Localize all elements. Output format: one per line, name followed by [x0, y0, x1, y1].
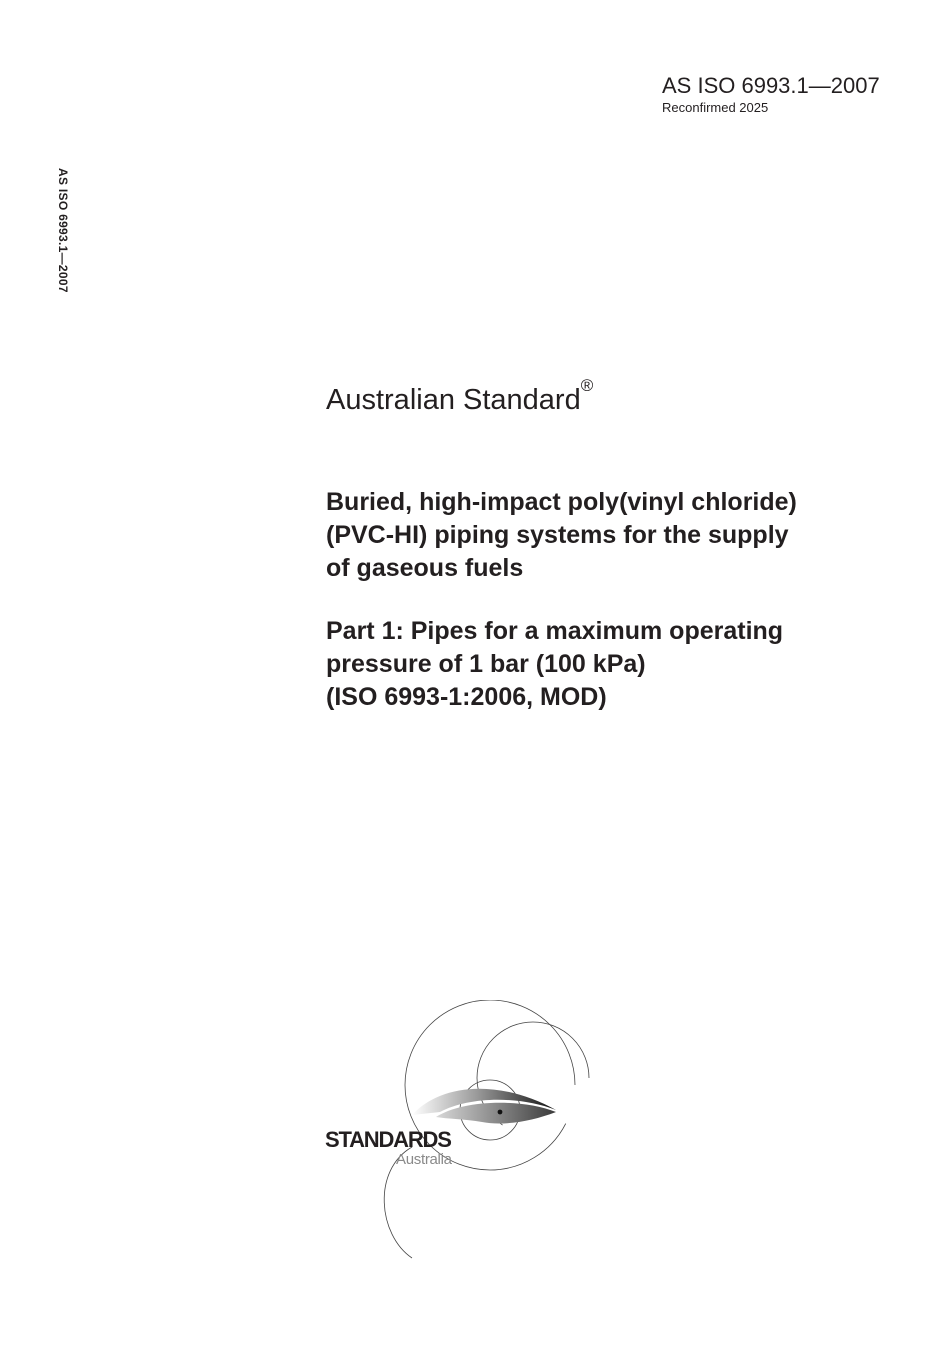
part-line: pressure of 1 bar (100 kPa)	[326, 650, 646, 678]
logo-dot	[498, 1110, 503, 1115]
series-heading	[326, 376, 594, 420]
document-designation: AS ISO 6993.1—2007	[662, 73, 880, 98]
logo-wordmark: STANDARDS	[325, 1127, 451, 1152]
part-line: Part 1: Pipes for a maximum operating	[326, 617, 784, 645]
title-line: Buried, high-impact poly(vinyl chloride)	[326, 488, 797, 516]
title-line: (PVC-HI) piping systems for the supply	[326, 521, 789, 549]
spine-designation: AS ISO 6993.1—2007	[56, 168, 70, 293]
standard-title	[326, 486, 906, 585]
registered-mark: ®	[580, 376, 594, 395]
title-line: of gaseous fuels	[326, 554, 524, 582]
part-line: (ISO 6993-1:2006, MOD)	[326, 683, 607, 711]
series-name: Australian Standard	[326, 384, 581, 416]
reconfirmed-note: Reconfirmed 2025	[662, 100, 769, 115]
part-title	[326, 615, 906, 714]
logo-subtext: Australia	[396, 1151, 452, 1168]
